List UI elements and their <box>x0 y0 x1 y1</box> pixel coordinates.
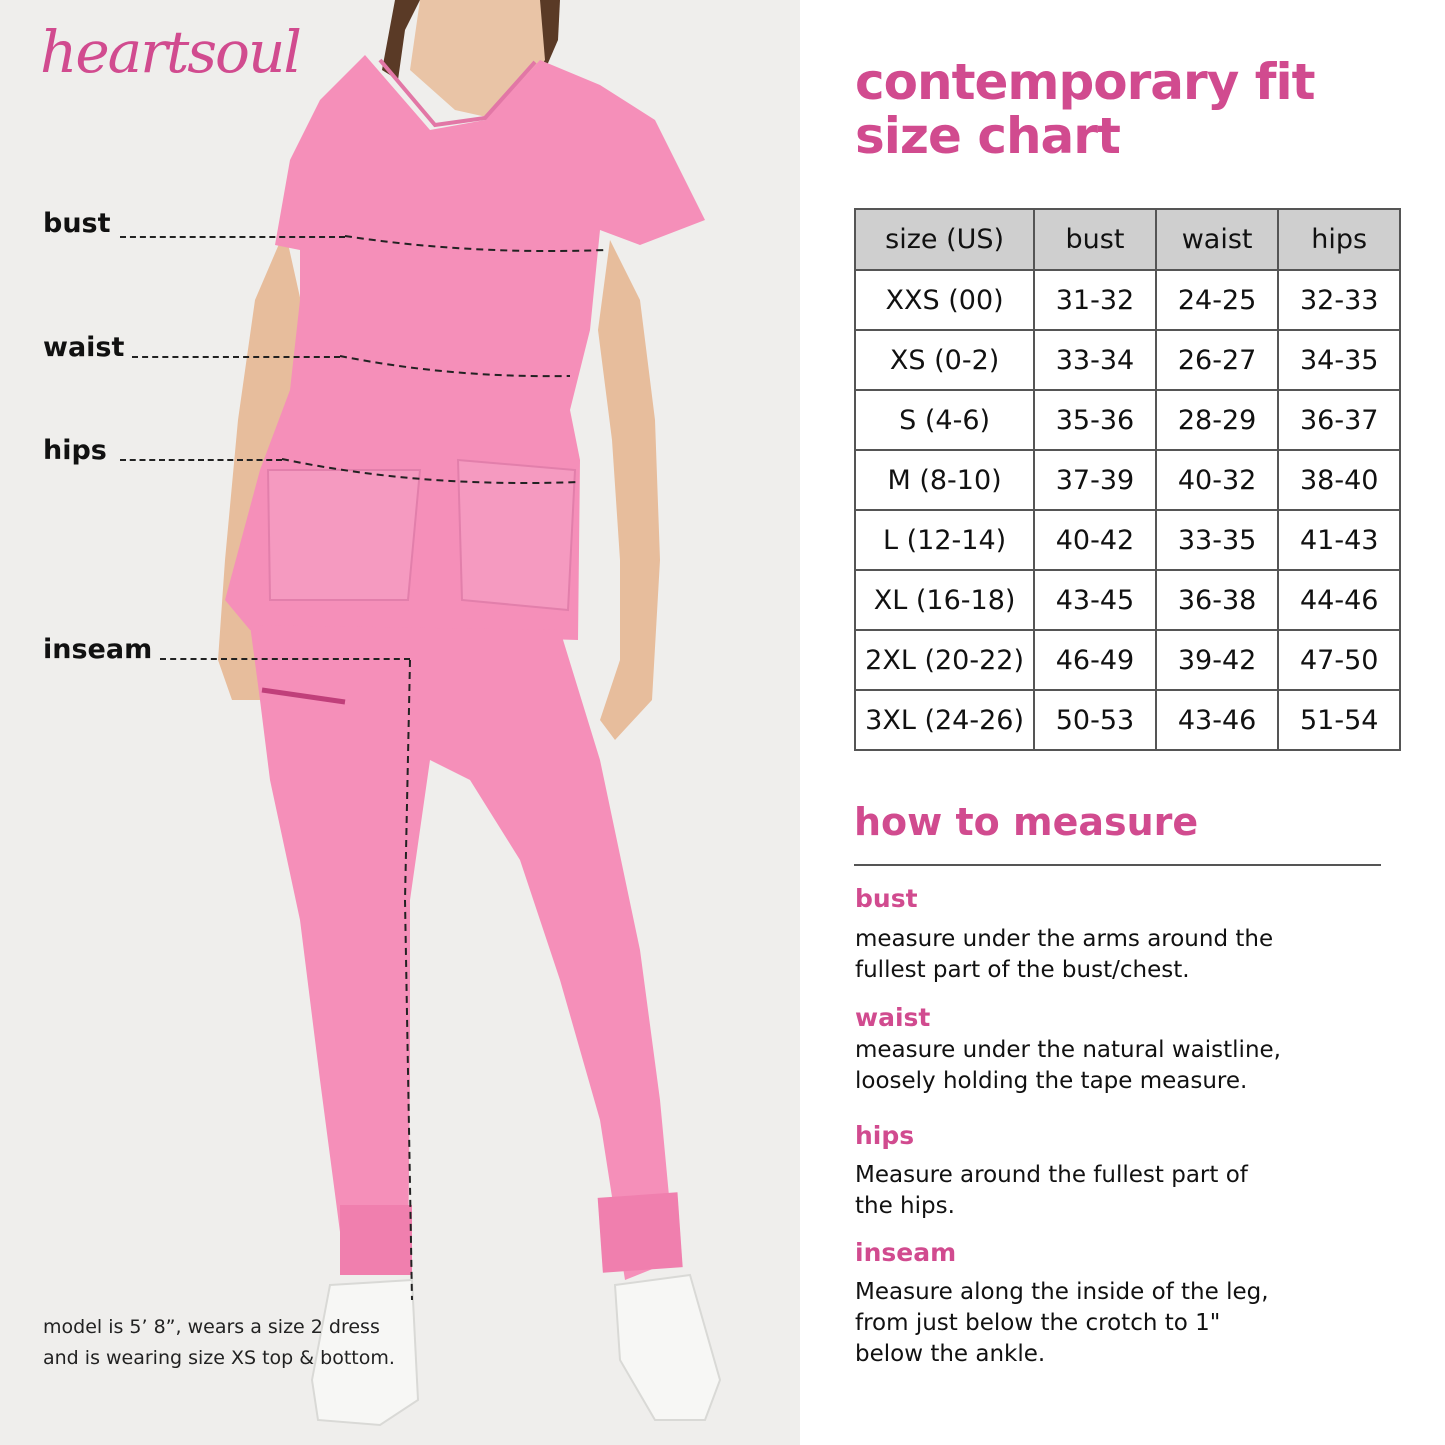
bust-cell: 50-53 <box>1034 690 1156 750</box>
instruction-line: Measure around the fullest part of <box>855 1162 1248 1188</box>
bust-cell: 43-45 <box>1034 570 1156 630</box>
table-row <box>855 510 1400 570</box>
instruction-line: from just below the crotch to 1" <box>855 1310 1221 1336</box>
instruction-line: measure under the natural waistline, <box>855 1037 1281 1063</box>
size-cell: M (8-10) <box>855 450 1034 510</box>
scrub-top-pocket-left <box>268 470 420 600</box>
hips-cell: 44-46 <box>1278 570 1400 630</box>
waist-cell: 40-32 <box>1156 450 1279 510</box>
table-row <box>855 690 1400 750</box>
bust-label: bust <box>855 884 918 913</box>
hips-cell: 41-43 <box>1278 510 1400 570</box>
waist-callout: waist <box>43 332 125 363</box>
page-title-line-1: contemporary fit <box>855 53 1315 111</box>
column-header: waist <box>1156 209 1279 270</box>
waist-label: waist <box>855 1003 931 1032</box>
instruction-line: loosely holding the tape measure. <box>855 1068 1248 1094</box>
hips-callout-line <box>120 459 282 461</box>
hips-cell: 36-37 <box>1278 390 1400 450</box>
hips-callout: hips <box>43 435 107 466</box>
model-note-line-1: model is 5’ 8”, wears a size 2 dress <box>43 1316 380 1338</box>
table-row <box>855 570 1400 630</box>
instruction-line: the hips. <box>855 1193 955 1219</box>
hips-cell: 38-40 <box>1278 450 1400 510</box>
size-chart-table <box>854 208 1401 751</box>
size-cell: XL (16-18) <box>855 570 1034 630</box>
hips-cell: 47-50 <box>1278 630 1400 690</box>
hips-cell: 51-54 <box>1278 690 1400 750</box>
size-cell: L (12-14) <box>855 510 1034 570</box>
table-row <box>855 270 1400 330</box>
divider <box>854 864 1381 866</box>
page-title <box>855 55 1315 163</box>
inseam-callout-line <box>160 658 410 660</box>
waist-cell: 24-25 <box>1156 270 1279 330</box>
hips-instructions <box>855 1160 1248 1222</box>
brand-logo: heartsoul <box>40 18 300 86</box>
right-cuff <box>598 1192 683 1272</box>
bust-callout-line <box>120 236 345 238</box>
size-cell: XXS (00) <box>855 270 1034 330</box>
waist-callout-line <box>132 356 340 358</box>
size-cell: XS (0-2) <box>855 330 1034 390</box>
instruction-line: fullest part of the bust/chest. <box>855 957 1190 983</box>
column-header: hips <box>1278 209 1400 270</box>
bust-callout: bust <box>43 208 111 239</box>
table-row <box>855 450 1400 510</box>
bust-cell: 33-34 <box>1034 330 1156 390</box>
waist-cell: 33-35 <box>1156 510 1279 570</box>
bust-instructions <box>855 924 1273 986</box>
size-cell: S (4-6) <box>855 390 1034 450</box>
inseam-callout: inseam <box>43 634 153 665</box>
waist-cell: 43-46 <box>1156 690 1279 750</box>
column-header: bust <box>1034 209 1156 270</box>
right-shoe <box>615 1275 720 1420</box>
hips-label: hips <box>855 1121 915 1150</box>
waist-cell: 39-42 <box>1156 630 1279 690</box>
inseam-label: inseam <box>855 1238 957 1267</box>
size-cell: 2XL (20-22) <box>855 630 1034 690</box>
hips-cell: 34-35 <box>1278 330 1400 390</box>
model-note <box>43 1312 395 1374</box>
size-chart-panel <box>800 0 1445 1445</box>
waist-cell: 36-38 <box>1156 570 1279 630</box>
table-row <box>855 630 1400 690</box>
instruction-line: below the ankle. <box>855 1341 1046 1367</box>
bust-cell: 35-36 <box>1034 390 1156 450</box>
table-row <box>855 390 1400 450</box>
waist-cell: 28-29 <box>1156 390 1279 450</box>
bust-cell: 37-39 <box>1034 450 1156 510</box>
instruction-line: Measure along the inside of the leg, <box>855 1279 1269 1305</box>
instruction-line: measure under the arms around the <box>855 926 1274 952</box>
bust-cell: 40-42 <box>1034 510 1156 570</box>
bust-cell: 31-32 <box>1034 270 1156 330</box>
table-header-row <box>855 209 1400 270</box>
column-header: size (US) <box>855 209 1034 270</box>
hips-cell: 32-33 <box>1278 270 1400 330</box>
waist-instructions <box>855 1035 1281 1097</box>
model-note-line-2: and is wearing size XS top & bottom. <box>43 1347 395 1369</box>
table-row <box>855 330 1400 390</box>
page-title-line-2: size chart <box>855 107 1120 165</box>
inseam-instructions <box>855 1277 1269 1370</box>
waist-cell: 26-27 <box>1156 330 1279 390</box>
model-right-arm <box>598 240 660 740</box>
size-cell: 3XL (24-26) <box>855 690 1034 750</box>
left-cuff <box>340 1205 412 1275</box>
how-to-measure-heading: how to measure <box>854 800 1199 844</box>
bust-cell: 46-49 <box>1034 630 1156 690</box>
